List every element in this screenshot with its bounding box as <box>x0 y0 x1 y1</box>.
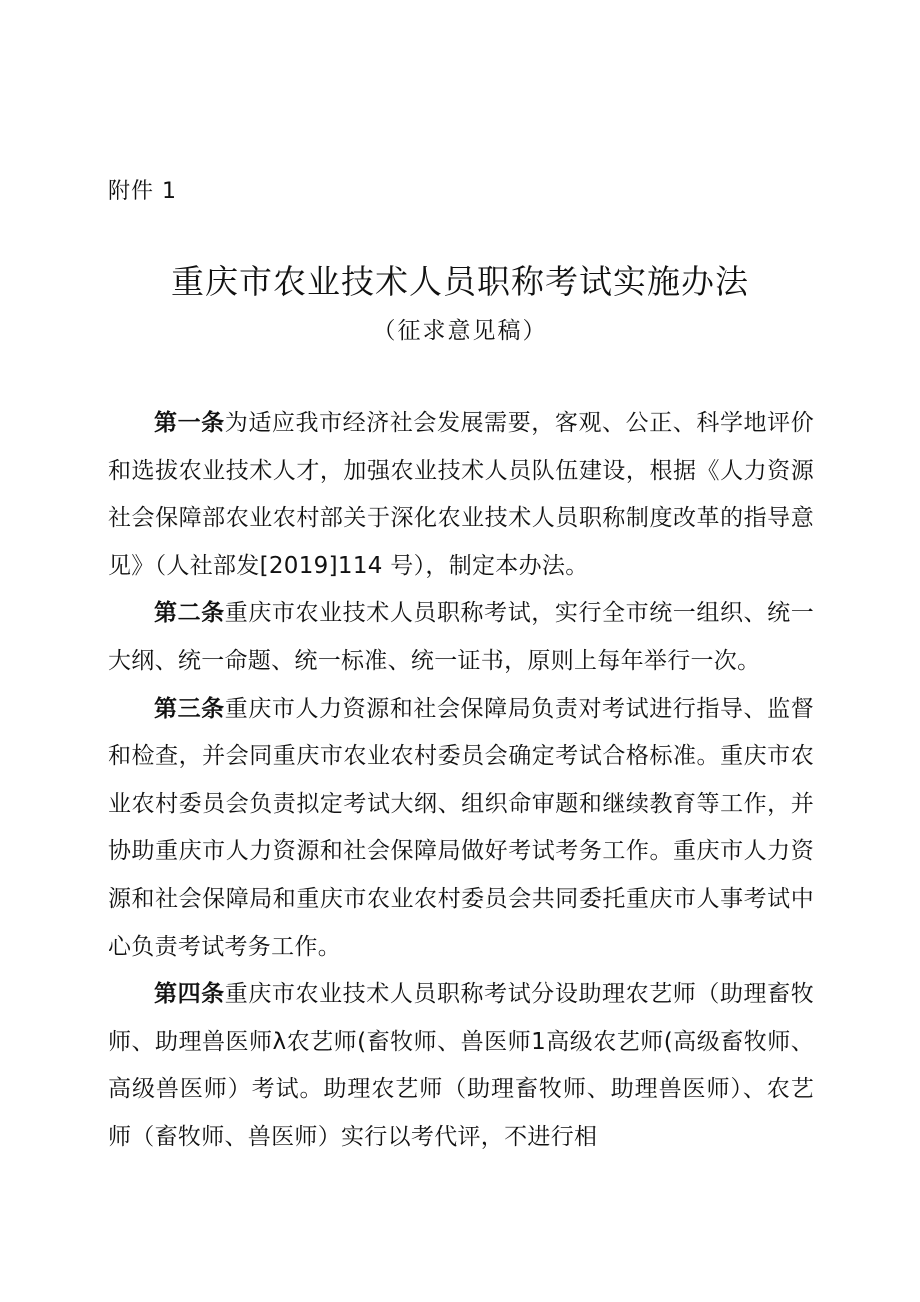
article-4-heading: 第四条 <box>154 981 225 1008</box>
article-4 <box>108 971 814 1161</box>
article-1-text: 为适应我市经济社会发展需要，客观、公正、科学地评价和选拔农业技术人才，加强农业技术人员队伍建设，根据《人力资源社会保障部农业农村部关于深化农业技术人员职称制度改革的指导意见》（人社部发[2019]114 号），制定本办法。 <box>108 410 814 579</box>
article-4-text: 重庆市农业技术人员职称考试分设助理农艺师（助理畜牧师、助理兽医师λ农艺师(畜牧师、兽医师1高级农艺师(高级畜牧师、高级兽医师）考试。助理农艺师（助理畜牧师、助理兽医师）、农艺师（畜牧师、兽医师）实行以考代评，不进行相 <box>108 981 814 1150</box>
document-subtitle: （征求意见稿） <box>372 318 548 344</box>
article-3-heading: 第三条 <box>154 695 225 722</box>
article-2-heading: 第二条 <box>154 600 225 627</box>
article-2-text: 重庆市农业技术人员职称考试，实行全市统一组织、统一大纲、统一命题、统一标准、统一证书，原则上每年举行一次。 <box>108 600 814 674</box>
attachment-label: 附件 1 <box>108 179 177 204</box>
document-body <box>108 400 814 1162</box>
document-title: 重庆市农业技术人员职称考试实施办法 <box>171 262 749 301</box>
article-1-heading: 第一条 <box>154 410 225 436</box>
article-1 <box>108 400 814 590</box>
article-3 <box>108 686 814 972</box>
article-2 <box>108 590 814 685</box>
article-3-text: 重庆市人力资源和社会保障局负责对考试进行指导、监督和检查，并会同重庆市农业农村委员会确定考试合格标准。重庆市农业农村委员会负责拟定考试大纲、组织命审题和继续教育等工作，并协助重庆市人力资源和社会保障局做好考试考务工作。重庆市人力资源和社会保障局和重庆市农业农村委员会共同委托重庆市人事考试中心负责考试考务工作。 <box>108 695 814 960</box>
